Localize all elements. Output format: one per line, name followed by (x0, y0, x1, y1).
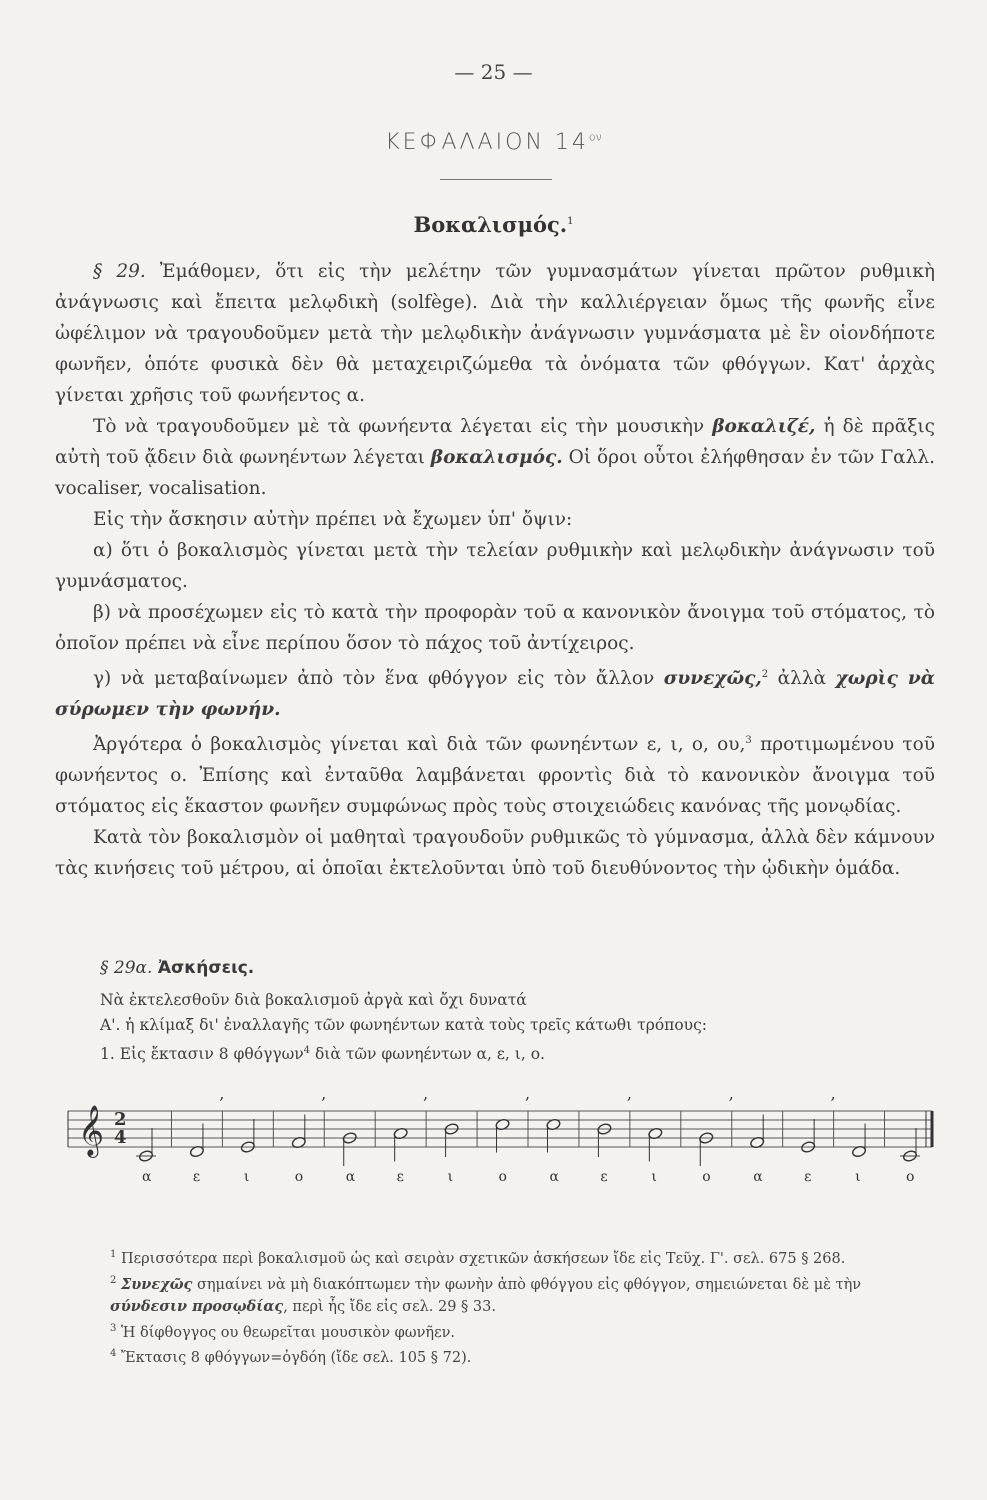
footnote-3-mark: 3 (110, 1322, 117, 1334)
chapter-heading (0, 130, 987, 155)
footnote-1-text: Περισσότερα περὶ βοκαλισμοῦ ὡς καὶ σειρὰν σχετικῶν ἀσκήσεων ἴδε εἰς Τεῦχ. Γ'. σελ. 675 § 268. (120, 1250, 846, 1267)
footnote-2 (110, 1270, 940, 1318)
footnote-4-mark: 4 (110, 1348, 117, 1360)
section-title (0, 212, 987, 237)
exercise-line-1: Νὰ ἐκτελεσθοῦν διὰ βοκαλισμοῦ ἀργὰ καὶ ὄχι δυνατά (100, 991, 527, 1009)
breath-mark: , (321, 1085, 327, 1103)
section-title-text: Βοκαλισμός. (413, 212, 568, 237)
exercise-line-2: Α'. ἡ κλίμαξ δι' ἐναλλαγῆς τῶν φωνηέντων κατὰ τοὺς τρεῖς κάτωθι τρόπους: (100, 1016, 708, 1034)
p4-b: προτιμωμένου τοῦ φωνήεντος ο. Ἐπίσης καὶ ἐνταῦθα λαμβάνεται φροντὶς διὰ τὸ κανονικὸν ἄνοιγμα τοῦ στόματος εἰς ἕκαστον φωνῆεν συμφώνως πρὸς τοὺς στοιχειώδεις κανόνας τῆς μονῳδίας. (55, 734, 935, 818)
vowel-label: ε (600, 1169, 608, 1185)
item-c-emphasis: χωρὶς νὰ σύρωμεν τὴν φωνήν. (55, 668, 935, 721)
footnote-3-text: Ἡ δίφθογγος ου θεωρεῖται μουσικὸν φωνῆεν. (120, 1324, 456, 1341)
vowel-label: ε (192, 1169, 201, 1185)
chapter-sup: ον (588, 130, 602, 144)
exercise-line-3b: διὰ τῶν φωνηέντων α, ε, ι, ο. (310, 1045, 545, 1064)
paragraph-students: Κατὰ τὸν βοκαλισμὸν οἱ μαθηταὶ τραγουδοῦν ρυθμικῶς τὸ γύμνασμα, ἀλλὰ δὲν κάμνουν τὰς κινήσεις τοῦ μέτρου, αἱ ὁποῖαι ἐκτελοῦνται ὑπὸ τοῦ διευθύνοντος τὴν ᾠδικὴν ὁμάδα. (55, 827, 935, 880)
vowel-label: α (142, 1169, 152, 1185)
chapter-text: ΚΕΦΑΛΑΙΟΝ 14 (385, 130, 589, 155)
vowel-label: ο (702, 1169, 711, 1185)
list-item-c (55, 659, 935, 725)
breath-mark: , (219, 1085, 225, 1103)
chapter-rule (440, 179, 552, 180)
exercise-line-3-sup: 4 (303, 1045, 311, 1056)
footnotes (110, 1244, 940, 1369)
vowel-label: ε (804, 1169, 812, 1185)
vowel-label: ι (243, 1169, 250, 1185)
footnote-1 (110, 1244, 940, 1270)
vowel-label: ι (447, 1169, 454, 1185)
vowel-label: ο (294, 1169, 304, 1185)
exercise-line-3 (100, 1038, 940, 1067)
p2-a: Τὸ νὰ τραγουδοῦμεν μὲ τὰ φωνήεντα λέγεται εἰς τὴν μουσικὴν (93, 416, 713, 437)
breath-mark: , (525, 1085, 531, 1103)
breath-mark: , (830, 1085, 836, 1103)
footnote-2-d: , περὶ ἧς ἴδε εἰς σελ. 29 § 33. (283, 1298, 496, 1315)
section-number: § 29. (93, 261, 146, 282)
exercises-section-number: § 29α. (100, 958, 153, 978)
breath-mark: , (423, 1085, 429, 1103)
footnote-1-mark: 1 (110, 1249, 117, 1260)
vowel-label: ο (906, 1169, 915, 1185)
exercise-line-3a: 1. Εἰς ἔκτασιν 8 φθόγγων (100, 1045, 304, 1064)
paragraph-exercise-intro: Εἰς τὴν ἄσκησιν αὐτὴν πρέπει νὰ ἔχωμεν ὑπ' ὄψιν: (93, 509, 573, 530)
time-signature-top: 2 (114, 1109, 127, 1130)
main-text (55, 256, 935, 884)
vowel-label: ε (396, 1169, 404, 1185)
section-title-footnote-mark: 1 (567, 216, 574, 227)
breath-mark: , (728, 1085, 734, 1103)
vowel-label: ι (651, 1169, 657, 1185)
footnote-2-mark: 2 (110, 1274, 117, 1286)
p2-term-vocalism: βοκαλισμός. (430, 447, 563, 468)
p4-a: Ἀργότερα ὁ βοκαλισμὸς γίνεται καὶ διὰ τῶν φωνηέντων ε, ι, ο, ου, (93, 734, 746, 756)
footnote-4 (110, 1343, 940, 1369)
item-c-a: γ) νὰ μεταβαίνωμεν ἀπὸ τὸν ἕνα φθόγγον εἰς τὸν ἄλλον (93, 668, 664, 690)
footnote-2-term: Συνεχῶς (120, 1275, 193, 1293)
vowel-label: ι (855, 1169, 861, 1185)
exercises-heading (100, 958, 254, 978)
exercises-title: Ἀσκήσεις. (157, 958, 255, 978)
notes (136, 1085, 920, 1185)
p2-c: ἡ δὲ πρᾶξις αὐτὴ τοῦ ᾄδειν διὰ φωνηέντων λέγεται (55, 416, 936, 468)
item-c-continuously: συνεχῶς, (663, 668, 762, 690)
paragraph-29-text: Ἐμάθομεν, ὅτι εἰς τὴν μελέτην τῶν γυμνασμάτων γίνεται πρῶτον ρυθμικὴ ἀνάγνωσις καὶ ἔπειτα μελῳδικὴ (solfège). Διὰ τὴν καλλιέργειαν ὅμως τῆς φωνῆς εἶνε ὠφέλιμον νὰ τραγουδοῦμεν μετὰ τὴν μελῳδικὴν ἀνάγνωσιν γυμνάσματα μὲ ἓν οἱονδήποτε φωνῆεν, ὁπότε φυσικὰ δὲν θὰ μεταχειριζώμεθα τὰ ὀνόματα τῶν φθόγγων. Κατ' ἀρχὰς γίνεται χρῆσις τοῦ φωνήεντος α. (55, 261, 935, 406)
footnote-4-text: Ἔκτασις 8 φθόγγων=ὀγδόη (ἴδε σελ. 105 § 72). (120, 1350, 472, 1367)
vowel-label: α (549, 1169, 559, 1185)
vowel-label: α (753, 1169, 763, 1185)
item-c-footnote-mark: 2 (761, 669, 769, 680)
item-c-c: ἀλλὰ (768, 668, 836, 690)
footnote-2-b: σημαίνει νὰ μὴ διακόπτωμεν τὴν φωνὴν ἀπὸ φθόγγου εἰς φθόγγον, σημειώνεται δὲ μὲ τὴν (192, 1276, 862, 1293)
list-item-b: β) νὰ προσέχωμεν εἰς τὸ κατὰ τὴν προφορὰν τοῦ α κανονικὸν ἄνοιγμα τοῦ στόματος, τὸ ὁποῖον πρέπει νὰ εἶνε περίπου ὅσον τὸ πάχος τοῦ ἀντίχειρος. (55, 602, 935, 654)
list-item-a: α) ὅτι ὁ βοκαλισμὸς γίνεται μετὰ τὴν τελείαν ρυθμικὴν καὶ μελῳδικὴν ἀνάγνωσιν τοῦ γυμνάσματος. (55, 540, 935, 592)
p4-footnote-mark: 3 (745, 735, 752, 747)
p2-e: Οἱ ὅροι οὗτοι ἐλήφθησαν ἐν τῶν Γαλλ. vocaliser, vocalisation. (55, 447, 935, 499)
time-signature-bottom: 4 (114, 1127, 127, 1148)
exercises-text (100, 988, 940, 1067)
footnote-2-term-2: σύνδεσιν προσῳδίας (110, 1297, 284, 1315)
paragraph-29 (55, 256, 935, 411)
footnote-3 (110, 1318, 940, 1344)
paragraph-later (55, 725, 935, 822)
page-number: — 25 — (454, 60, 533, 84)
treble-clef-icon: 𝄞 (78, 1105, 105, 1156)
paragraph-vocalise (55, 411, 935, 504)
vowel-label: ο (498, 1169, 507, 1185)
p2-term-vocalise: βοκαλιζέ, (712, 416, 816, 437)
breath-mark: , (626, 1085, 632, 1103)
music-staff (60, 1085, 940, 1195)
vowel-label: α (345, 1169, 356, 1185)
